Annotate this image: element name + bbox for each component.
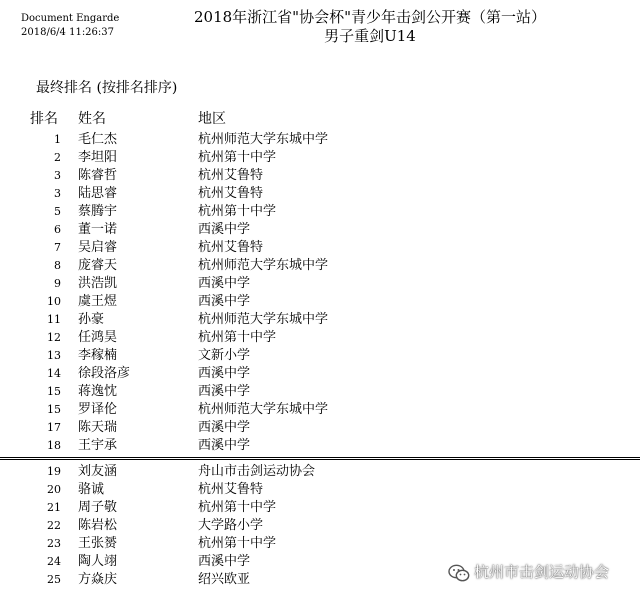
rank-cell: 15 bbox=[47, 385, 61, 398]
watermark bbox=[448, 562, 609, 582]
rank-cell: 9 bbox=[54, 277, 61, 290]
table-row bbox=[0, 437, 640, 455]
region-cell: 杭州师范大学东城中学 bbox=[198, 312, 329, 327]
region-cell: 西溪中学 bbox=[198, 420, 251, 435]
column-header-region: 地区 bbox=[198, 111, 226, 127]
ranking-table bbox=[0, 131, 640, 589]
table-row bbox=[0, 535, 640, 553]
region-cell: 杭州第十中学 bbox=[198, 150, 277, 165]
document-meta bbox=[21, 12, 119, 40]
name-cell: 孙豪 bbox=[78, 312, 105, 327]
watermark-text: 杭州市击剑运动协会 bbox=[474, 563, 610, 581]
double-divider bbox=[0, 455, 640, 463]
name-cell: 蔡腾宇 bbox=[78, 204, 118, 219]
name-cell: 李坦阳 bbox=[78, 150, 118, 165]
table-row bbox=[0, 347, 640, 365]
table-row bbox=[0, 401, 640, 419]
region-cell: 西溪中学 bbox=[198, 222, 251, 237]
rank-cell: 18 bbox=[47, 439, 61, 452]
rank-cell: 19 bbox=[47, 465, 61, 478]
table-row bbox=[0, 239, 640, 257]
table-row bbox=[0, 203, 640, 221]
region-cell: 杭州艾鲁特 bbox=[198, 240, 264, 255]
print-timestamp: 2018/6/4 11:26:37 bbox=[21, 27, 115, 38]
name-cell: 陈天瑞 bbox=[78, 420, 118, 435]
table-row bbox=[0, 257, 640, 275]
region-cell: 杭州第十中学 bbox=[198, 536, 277, 551]
table-row bbox=[0, 221, 640, 239]
rank-cell: 22 bbox=[47, 519, 61, 532]
name-cell: 虞王煜 bbox=[78, 294, 118, 309]
name-cell: 周子敬 bbox=[78, 500, 118, 515]
table-row bbox=[0, 131, 640, 149]
rank-cell: 10 bbox=[47, 295, 61, 308]
table-row bbox=[0, 275, 640, 293]
region-cell: 杭州师范大学东城中学 bbox=[198, 402, 329, 417]
name-cell: 陈睿哲 bbox=[78, 168, 118, 183]
table-row bbox=[0, 419, 640, 437]
rank-cell: 8 bbox=[54, 259, 61, 272]
table-row bbox=[0, 149, 640, 167]
table-header bbox=[0, 109, 640, 129]
table-row bbox=[0, 517, 640, 535]
region-cell: 绍兴欧亚 bbox=[198, 572, 251, 587]
region-cell: 西溪中学 bbox=[198, 276, 251, 291]
name-cell: 陶人翊 bbox=[78, 554, 118, 569]
rank-cell: 11 bbox=[47, 313, 61, 326]
table-row bbox=[0, 383, 640, 401]
rank-cell: 12 bbox=[47, 331, 61, 344]
wechat-icon bbox=[448, 564, 470, 582]
section-title: 最终排名 (按排名排序) bbox=[36, 80, 178, 96]
software-name: Document Engarde bbox=[21, 13, 120, 24]
table-row bbox=[0, 167, 640, 185]
name-cell: 徐段洛彦 bbox=[78, 366, 131, 381]
rank-cell: 15 bbox=[47, 403, 61, 416]
table-row bbox=[0, 499, 640, 517]
rank-cell: 1 bbox=[54, 133, 61, 146]
rank-cell: 5 bbox=[54, 205, 61, 218]
name-cell: 庞睿天 bbox=[78, 258, 118, 273]
name-cell: 骆诚 bbox=[78, 482, 105, 497]
region-cell: 舟山市击剑运动协会 bbox=[198, 464, 316, 479]
rank-cell: 13 bbox=[47, 349, 61, 362]
region-cell: 杭州师范大学东城中学 bbox=[198, 132, 329, 147]
rank-cell: 7 bbox=[54, 241, 61, 254]
column-header-rank: 排名 bbox=[30, 111, 58, 127]
region-cell: 西溪中学 bbox=[198, 294, 251, 309]
rank-cell: 21 bbox=[47, 501, 61, 514]
name-cell: 陈岩松 bbox=[78, 518, 118, 533]
name-cell: 刘友涵 bbox=[78, 464, 118, 479]
region-cell: 文新小学 bbox=[198, 348, 251, 363]
rank-cell: 24 bbox=[47, 555, 61, 568]
document-title bbox=[150, 8, 590, 46]
rank-cell: 6 bbox=[54, 223, 61, 236]
name-cell: 王宇承 bbox=[78, 438, 118, 453]
table-row bbox=[0, 311, 640, 329]
name-cell: 方焱庆 bbox=[78, 572, 118, 587]
column-header-name: 姓名 bbox=[78, 111, 106, 127]
region-cell: 大学路小学 bbox=[198, 518, 264, 533]
event-title: 2018年浙江省"协会杯"青少年击剑公开赛（第一站） bbox=[194, 8, 546, 26]
rank-cell: 3 bbox=[54, 169, 61, 182]
region-cell: 杭州第十中学 bbox=[198, 500, 277, 515]
table-row bbox=[0, 293, 640, 311]
name-cell: 李稼楠 bbox=[78, 348, 118, 363]
name-cell: 王张赟 bbox=[78, 536, 118, 551]
rank-cell: 2 bbox=[54, 151, 61, 164]
name-cell: 吴启睿 bbox=[78, 240, 118, 255]
region-cell: 杭州艾鲁特 bbox=[198, 186, 264, 201]
region-cell: 杭州艾鲁特 bbox=[198, 482, 264, 497]
name-cell: 董一诺 bbox=[78, 222, 118, 237]
rank-cell: 20 bbox=[47, 483, 61, 496]
rank-cell: 23 bbox=[47, 537, 61, 550]
name-cell: 陆思睿 bbox=[78, 186, 118, 201]
ranking-group-top bbox=[0, 131, 640, 455]
region-cell: 西溪中学 bbox=[198, 438, 251, 453]
region-cell: 杭州师范大学东城中学 bbox=[198, 258, 329, 273]
region-cell: 杭州第十中学 bbox=[198, 330, 277, 345]
rank-cell: 25 bbox=[47, 573, 61, 586]
name-cell: 毛仁杰 bbox=[78, 132, 118, 147]
table-row bbox=[0, 185, 640, 203]
name-cell: 洪浩凯 bbox=[78, 276, 118, 291]
region-cell: 西溪中学 bbox=[198, 554, 251, 569]
name-cell: 蒋逸忱 bbox=[78, 384, 118, 399]
rank-cell: 14 bbox=[47, 367, 61, 380]
region-cell: 杭州艾鲁特 bbox=[198, 168, 264, 183]
rank-cell: 17 bbox=[47, 421, 61, 434]
region-cell: 杭州第十中学 bbox=[198, 204, 277, 219]
table-row bbox=[0, 463, 640, 481]
table-row bbox=[0, 365, 640, 383]
table-row bbox=[0, 329, 640, 347]
name-cell: 任鸿昊 bbox=[78, 330, 118, 345]
region-cell: 西溪中学 bbox=[198, 384, 251, 399]
name-cell: 罗译伦 bbox=[78, 402, 118, 417]
rank-cell: 3 bbox=[54, 187, 61, 200]
table-row bbox=[0, 481, 640, 499]
region-cell: 西溪中学 bbox=[198, 366, 251, 381]
event-category: 男子重剑U14 bbox=[324, 27, 416, 45]
